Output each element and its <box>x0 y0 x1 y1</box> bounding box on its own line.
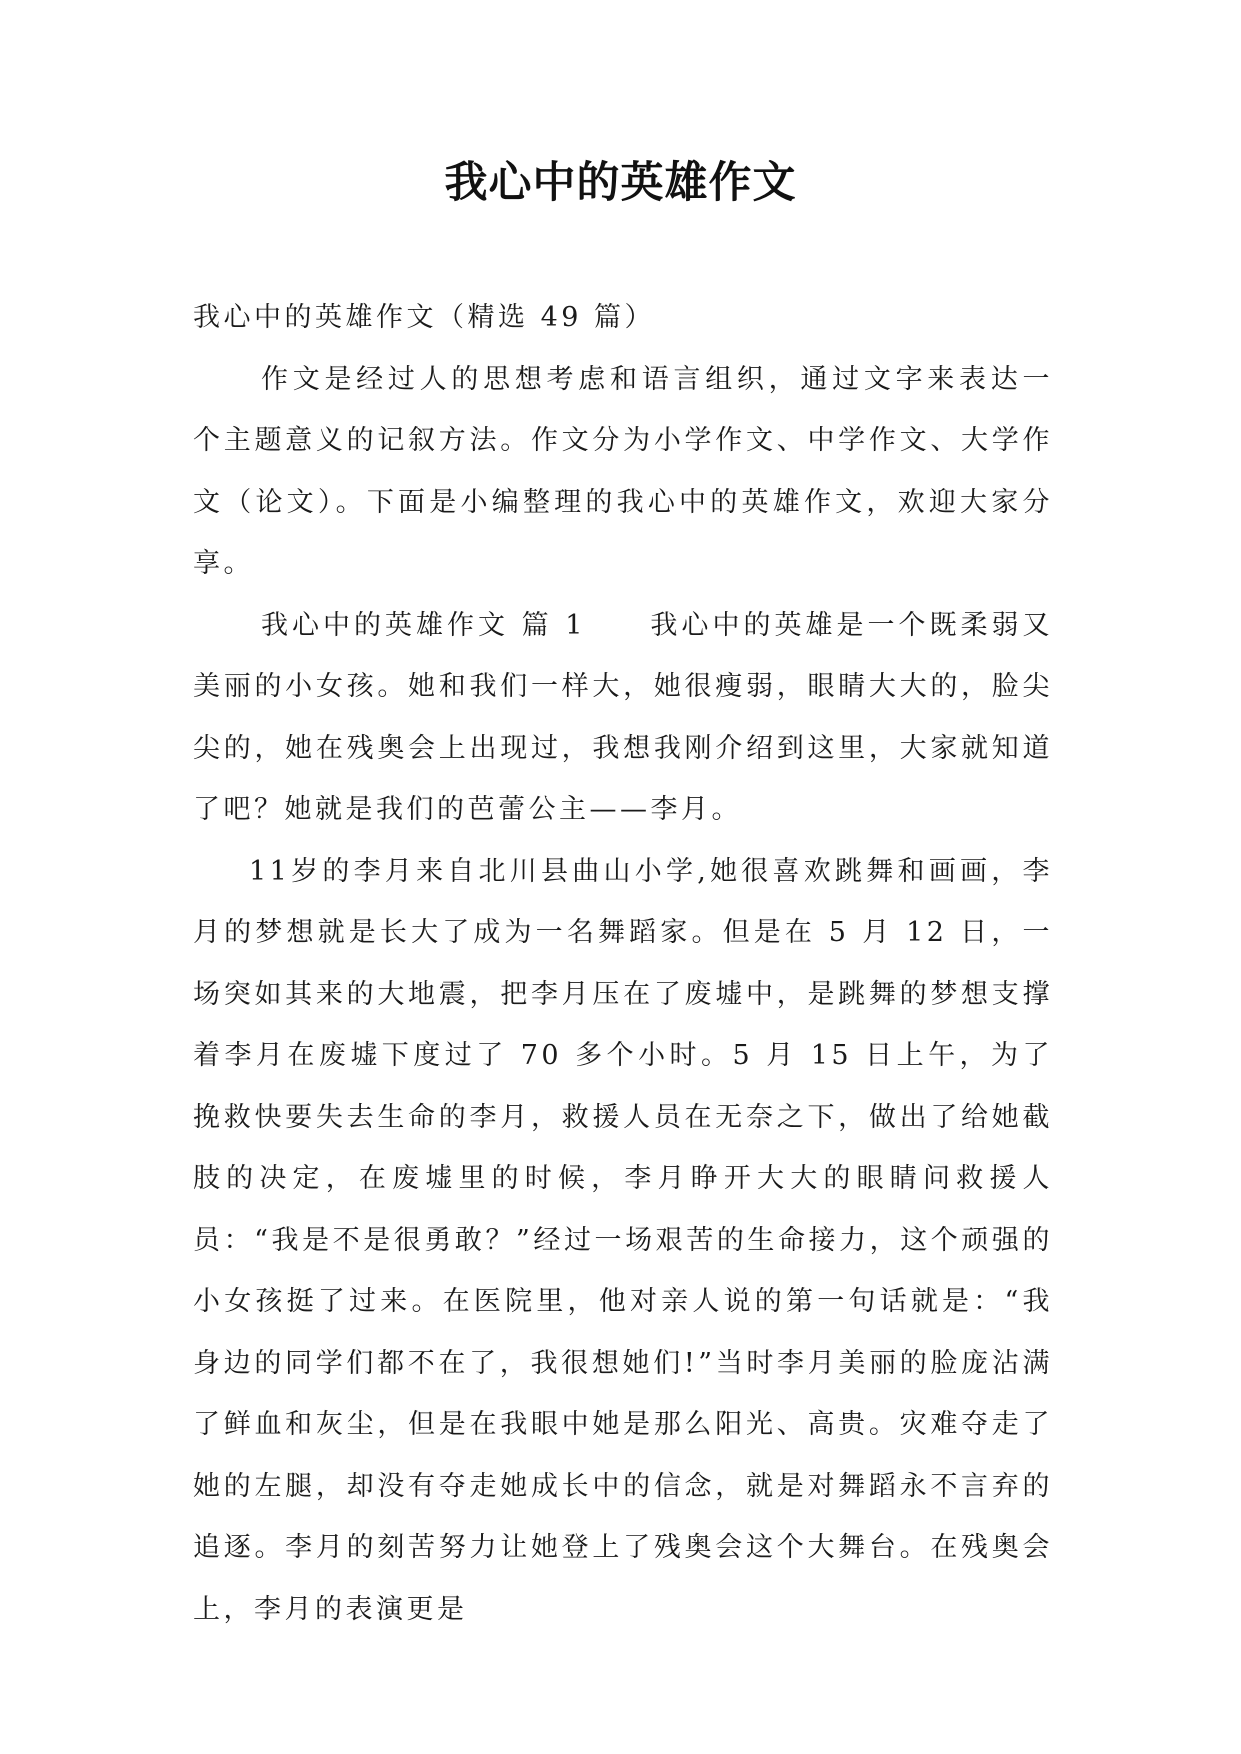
section-1-heading: 我心中的英雄作文 篇 1 <box>261 609 586 641</box>
intro-paragraph: 作文是经过人的思想考虑和语言组织，通过文字来表达一个主题意义的记叙方法。作文分为小学作文、中学作文、大学作文（论文）。下面是小编整理的我心中的英雄作文，欢迎大家分享。 <box>193 363 1053 579</box>
document-subtitle: 我心中的英雄作文（精选 49 篇） <box>193 302 656 333</box>
document-title: 我心中的英雄作文 <box>444 158 797 208</box>
section-1-text: 我心中的英雄是一个既柔弱又美丽的小女孩。她和我们一样大，她很瘦弱，眼睛大大的，脸尖尖的，她在残奥会上出现过，我想我刚介绍到这里，大家就知道了吧？她就是我们的芭蕾公主——李月。 <box>193 609 1054 825</box>
section-1-paragraph <box>193 595 1053 841</box>
document-body <box>193 287 1053 1640</box>
section-1-paragraph-2: 11岁的李月来自北川县曲山小学,她很喜欢跳舞和画画，李月的梦想就是长大了成为一名舞蹈家。但是在 5 月 12 日，一场突如其来的大地震，把李月压在了废墟中，是跳舞的梦想支撑着李月在废墟下度过了 70 多个小时。5 月 15 日上午，为了挽救快要失去生命的李月，救援人员在无奈之下，做出了给她截肢的决定，在废墟里的时候，李月睁开大大的眼睛问救援人员：“我是不是很勇敢？”经过一场艰苦的生命接力，这个顽强的小女孩挺了过来。在医院里，他对亲人说的第一句话就是：“我身边的同学们都不在了，我很想她们!”当时李月美丽的脸庞沾满了鲜血和灰尘，但是在我眼中她是那么阳光、高贵。灾难夺走了她的左腿，却没有夺走她成长中的信念，就是对舞蹈永不言弃的追逐。李月的刻苦努力让她登上了残奥会这个大舞台。在残奥会上，李月的表演更是 <box>193 855 1053 1625</box>
